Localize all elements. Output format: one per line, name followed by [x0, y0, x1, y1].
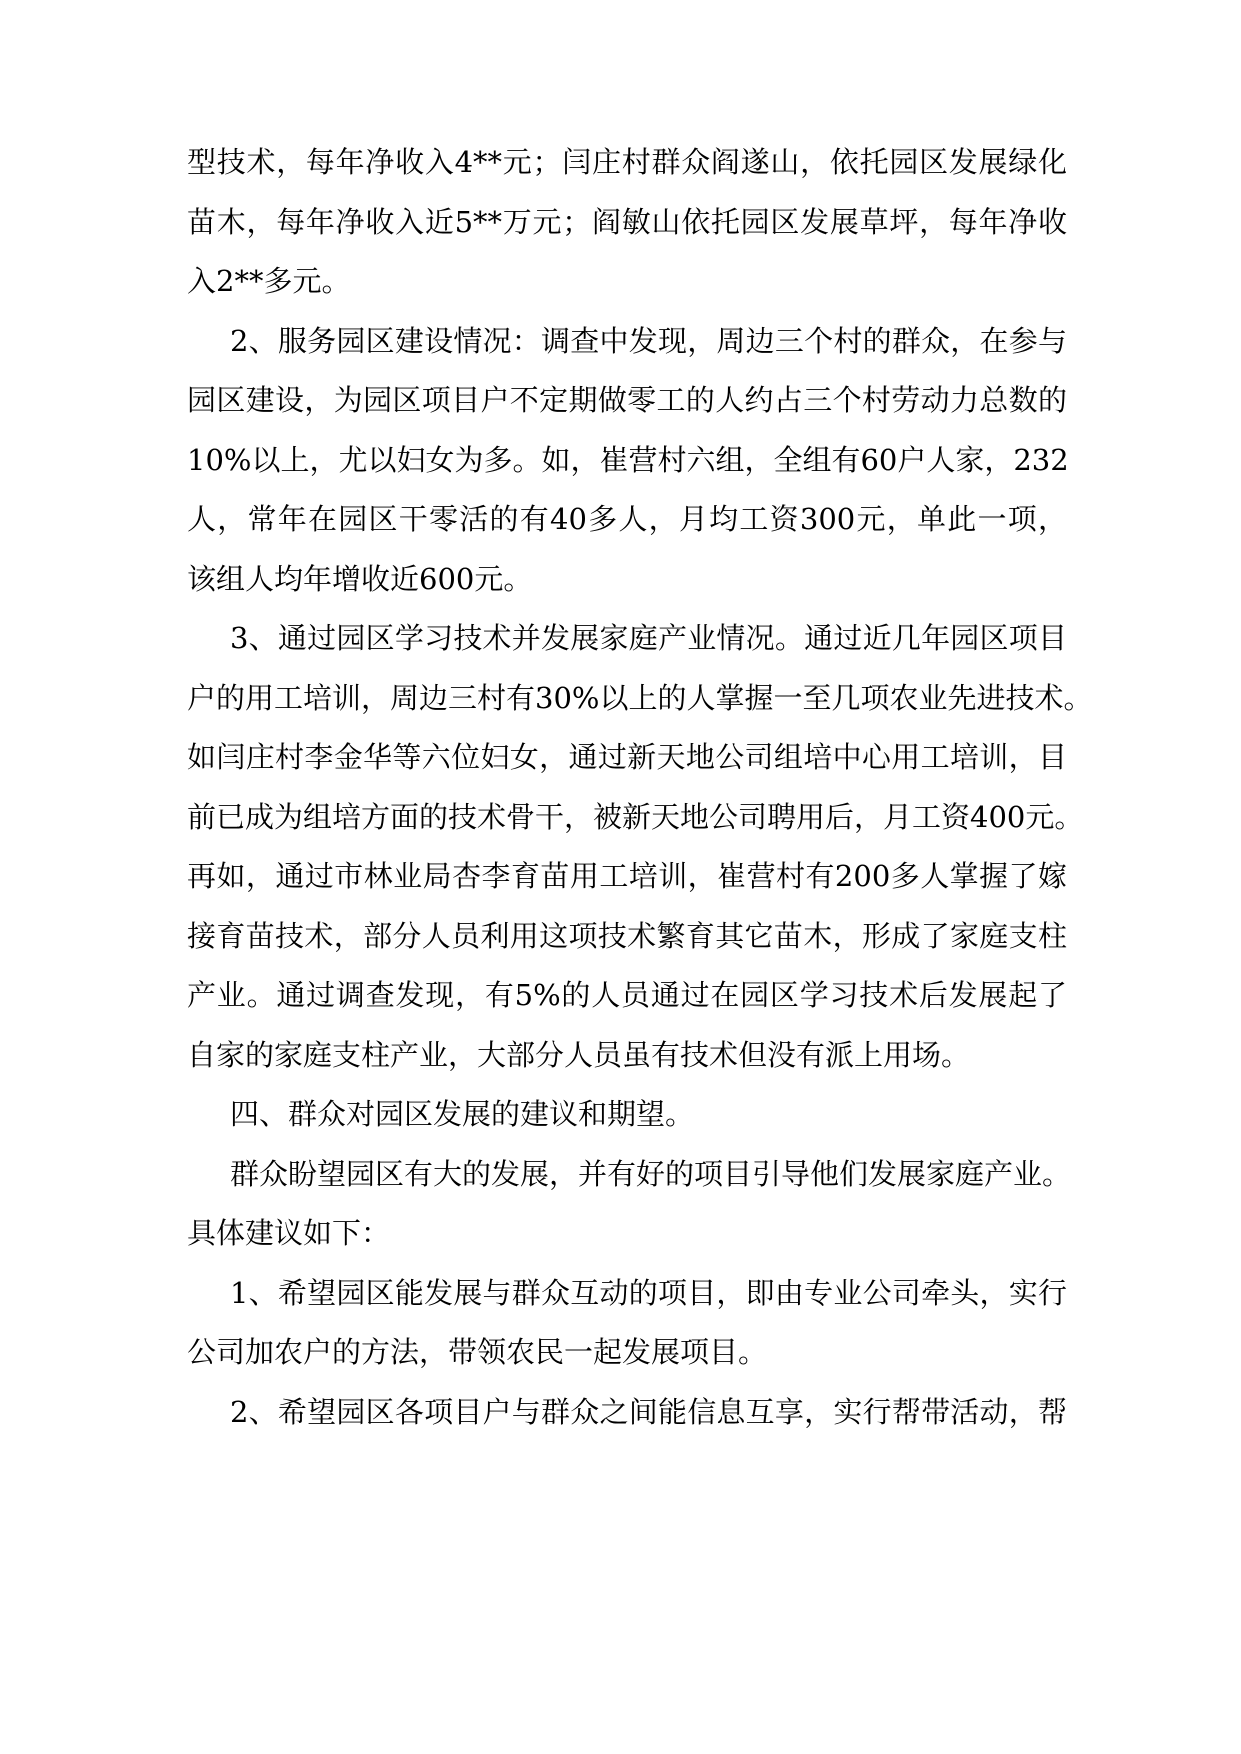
text-line: 如闫庄村李金华等六位妇女，通过新天地公司组培中心用工培训，目: [187, 740, 1067, 774]
text-line: 2、希望园区各项目户与群众之间能信息互享，实行帮带活动，帮: [230, 1395, 1067, 1429]
text-line: 具体建议如下：: [187, 1216, 391, 1250]
text-line: 园区建设，为园区项目户不定期做零工的人约占三个村劳动力总数的: [187, 383, 1067, 417]
text-line: 人，常年在园区干零活的有40多人，月均工资300元，单此一项，: [187, 502, 1067, 536]
text-line: 苗木，每年净收入近5**万元；阎敏山依托园区发展草坪，每年净收: [187, 205, 1067, 239]
text-line: 该组人均年增收近600元。: [187, 562, 533, 596]
text-line: 型技术，每年净收入4**元；闫庄村群众阎遂山，依托园区发展绿化: [187, 145, 1067, 179]
text-line: 公司加农户的方法，带领农民一起发展项目。: [187, 1335, 768, 1369]
text-line: 入2**多元。: [187, 264, 351, 298]
text-line: 户的用工培训，周边三村有30%以上的人掌握一至几项农业先进技术。: [187, 681, 1093, 715]
text-line: 产业。通过调查发现，有5%的人员通过在园区学习技术后发展起了: [187, 978, 1067, 1012]
text-line: 自家的家庭支柱产业，大部分人员虽有技术但没有派上用场。: [187, 1038, 971, 1072]
text-line: 再如，通过市林业局杏李育苗用工培训，崔营村有200多人掌握了嫁: [187, 859, 1067, 893]
text-line: 前已成为组培方面的技术骨干，被新天地公司聘用后，月工资400元。: [187, 800, 1084, 834]
text-line: 群众盼望园区有大的发展，并有好的项目引导他们发展家庭产业。: [230, 1157, 1072, 1191]
text-line: 3、通过园区学习技术并发展家庭产业情况。通过近几年园区项目: [230, 621, 1067, 655]
text-line: 接育苗技术，部分人员利用这项技术繁育其它苗木，形成了家庭支柱: [187, 919, 1067, 953]
text-line: 10%以上，尤以妇女为多。如，崔营村六组，全组有60户人家，232: [187, 443, 1069, 477]
text-line: 2、服务园区建设情况：调查中发现，周边三个村的群众，在参与: [230, 324, 1067, 358]
text-line: 1、希望园区能发展与群众互动的项目，即由专业公司牵头，实行: [230, 1276, 1067, 1310]
text-line: 四、群众对园区发展的建议和期望。: [230, 1097, 695, 1131]
